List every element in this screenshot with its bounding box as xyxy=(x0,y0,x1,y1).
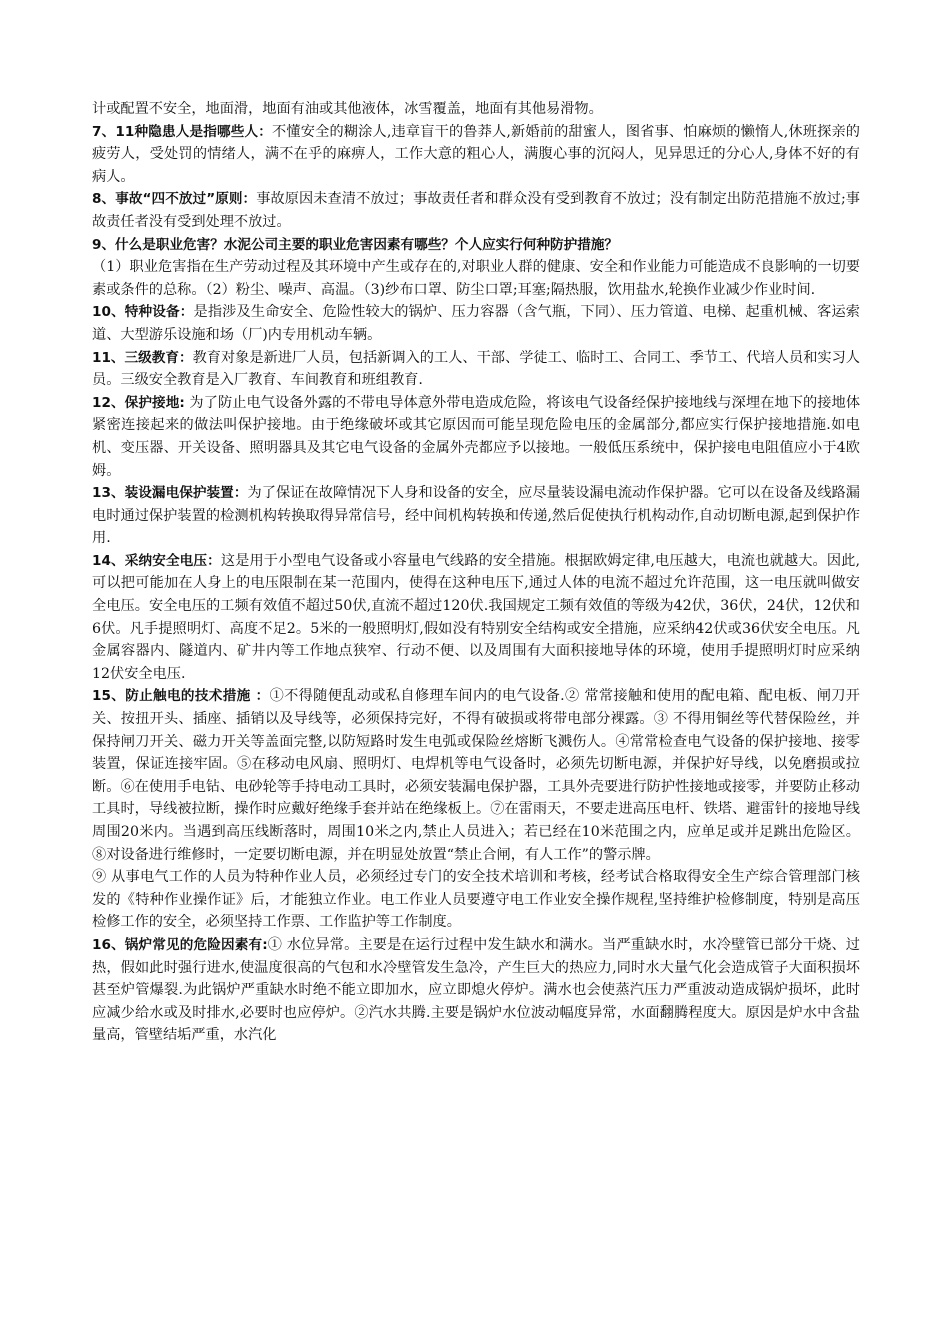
paragraph-heading: 16、锅炉常见的危险因素有: xyxy=(92,936,268,953)
paragraph-10 xyxy=(92,301,860,346)
paragraph-8 xyxy=(92,188,860,233)
paragraph-11 xyxy=(92,347,860,392)
paragraph-text: ⑨ 从事电气工作的人员为特种作业人员，必须经过专门的安全技术培训和考核，经考试合格取得安全生产综合管理部门核发的《特种作业操作证》后，才能独立作业。电工作业人员要遵守电工作业安全操作规程,坚持维护检修制度，特别是高压检修工作的安全，必须坚持工作票、工作监护等工作制度。 xyxy=(92,869,860,931)
paragraph-1 xyxy=(92,98,860,121)
paragraph-heading: 9、什么是职业危害？水泥公司主要的职业危害因素有哪些？个人应实行何种防护措施？ xyxy=(92,236,619,253)
paragraph-heading: 11、三级教育： xyxy=(92,349,193,366)
paragraph-text: 是指涉及生命安全、危险性较大的锅炉、压力容器（含气瓶，下同）、压力管道、电梯、起重机械、客运索道、大型游乐设施和场（厂)内专用机动车辆。 xyxy=(92,304,860,343)
paragraph-text: 不懂安全的糊涂人,违章盲干的鲁莽人,新婚前的甜蜜人，图省事、怕麻烦的懒惰人,休班探亲的疲劳人，受处罚的情绪人，满不在乎的麻痹人，工作大意的粗心人，满腹心事的沉闷人，见异思迁的分心人,身体不好的有病人。 xyxy=(92,123,860,185)
paragraph-text: 这是用于小型电气设备或小容量电气线路的安全措施。根据欧姆定律,电压越大，电流也就越大。因此,可以把可能加在人身上的电压限制在某一范围内，使得在这种电压下,通过人体的电流不超过允许范围，这一电压就叫做安全电压。安全电压的工频有效值不超过50伏,直流不超过120伏.我国规定工频有效值的等级为42伏，36伏，24伏，12伏和6伏。凡手提照明灯、高度不足2。5米的一般照明灯,假如没有特别安全结构或安全措施，应采纳42伏或36伏安全电压。凡金属容器内、隧道内、矿井内等工作地点狭窄、行动不便、以及周围有大面积接地导体的环境，使用手提照明灯时应采纳12伏安全电压. xyxy=(92,552,860,682)
paragraph-15 xyxy=(92,685,860,866)
paragraph-text: ① 水位异常。主要是在运行过程中发生缺水和满水。当严重缺水时，水冷壁管已部分干烧、过热，假如此时强行进水,使温度很高的气包和水冷壁管发生急冷，产生巨大的热应力,同时水大量气化会造成管子大面积损坏甚至炉管爆裂.为此锅炉严重缺水时绝不能立即加水，应立即熄火停炉。满水也会使蒸汽压力严重波动造成锅炉损坏，此时应减少给水或及时排水,必要时也应停炉。②汽水共腾.主要是锅炉水位波动幅度异常，水面翻腾程度大。原因是炉水中含盐量高，管壁结垢严重，水汽化 xyxy=(92,936,860,1044)
paragraph-15-cont xyxy=(92,866,860,934)
paragraph-text: 计或配置不安全，地面滑，地面有油或其他液体，冰雪覆盖，地面有其他易滑物。 xyxy=(92,101,603,117)
paragraph-heading: 14、采纳安全电压： xyxy=(92,552,221,569)
paragraph-text: 教育对象是新进厂人员，包括新调入的工人、干部、学徒工、临时工、合同工、季节工、代培人员和实习人员。三级安全教育是入厂教育、车间教育和班组教育. xyxy=(92,349,860,389)
paragraph-12 xyxy=(92,392,860,482)
paragraph-text: 事故原因未查清不放过；事故责任者和群众没有受到教育不放过；没有制定出防范措施不放过;事故责任者没有受到处理不放过。 xyxy=(92,191,860,230)
document-page xyxy=(92,98,860,1047)
paragraph-heading: 7、11种隐患人是指哪些人： xyxy=(92,123,273,140)
paragraph-9-answer xyxy=(92,256,860,301)
paragraph-13 xyxy=(92,482,860,550)
paragraph-heading: 8、事故“四不放过”原则： xyxy=(92,191,257,208)
paragraph-heading: 15、防止触电的技术措施 ： xyxy=(92,688,270,705)
paragraph-heading: 12、保护接地: xyxy=(92,394,185,411)
paragraph-7 xyxy=(92,121,860,189)
paragraph-text: ①不得随便乱动或私自修理车间内的电气设备.② 常常接触和使用的配电箱、配电板、闸刀开关、按扭开头、插座、插销以及导线等，必须保持完好，不得有破损或将带电部分裸露。③ 不得用铜丝等代替保险丝，并保持闸刀开关、磁力开关等盖面完整,以防短路时发生电弧或保险丝熔断飞溅伤人。④常常检查电气设备的保护接地、接零装置，保证连接牢固。⑤在移动电风扇、照明灯、电焊机等电气设备时，必须先切断电源，并保护好导线，以免磨损或拉断。⑥在使用手电钻、电砂轮等手持电动工具时，必须安装漏电保护器，工具外壳要进行防护性接地或接零，并要防止移动工具时，导线被拉断，操作时应戴好绝缘手套并站在绝缘板上。⑦在雷雨天，不要走进高压电杆、铁塔、避雷针的接地导线周围20米内。当遇到高压线断落时，周围10米之内,禁止人员进入；若已经在10米范围之内，应单足或并足跳出危险区。⑧对设备进行维修时，一定要切断电源，并在明显处放置“禁止合闸，有人工作”的警示牌。 xyxy=(92,688,860,863)
paragraph-14 xyxy=(92,550,860,686)
paragraph-text: 为了防止电气设备外露的不带电导体意外带电造成危险，将该电气设备经保护接地线与深埋在地下的接地体紧密连接起来的做法叫保护接地。由于绝缘破坏或其它原因而可能呈现危险电压的金属部分,都应实行保护接地措施.如电机、变压器、开关设备、照明器具及其它电气设备的金属外壳都应予以接地。一般低压系统中，保护接电电阻值应小于4欧姆。 xyxy=(92,394,861,479)
paragraph-text: （1）职业危害指在生产劳动过程及其环境中产生或存在的,对职业人群的健康、安全和作业能力可能造成不良影响的一切要素或条件的总称。（2）粉尘、噪声、高温。（3)纱布口罩、防尘口罩;耳塞;隔热服，饮用盐水,轮换作业减少作业时间. xyxy=(92,259,860,298)
paragraph-text: 为了保证在故障情况下人身和设备的安全，应尽量装设漏电流动作保护器。它可以在设备及线路漏电时通过保护装置的检测机构转换取得异常信号，经中间机构转换和传递,然后促使执行机构动作,自动切断电源,起到保护作用. xyxy=(92,485,860,547)
paragraph-heading: 10、特种设备： xyxy=(92,304,194,321)
paragraph-9-heading xyxy=(92,234,860,257)
paragraph-16 xyxy=(92,934,860,1047)
paragraph-heading: 13、装设漏电保护装置： xyxy=(92,485,248,502)
